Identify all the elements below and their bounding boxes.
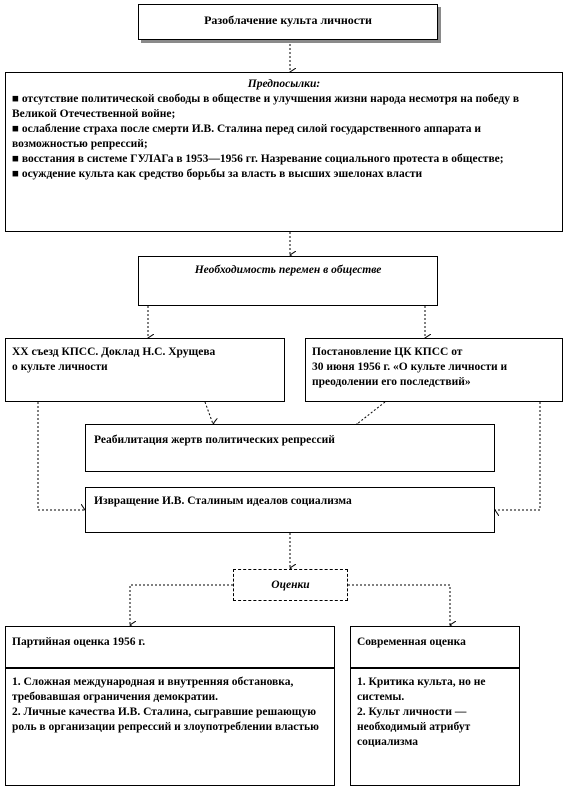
prerequisite-item: ■ отсутствие политической свободы в обществе и улучшения жизни народа несмотря на победу в Великой Отечественной войне; xyxy=(12,93,520,120)
title-text: Разоблачение культа личности xyxy=(204,13,372,27)
modern-heading: Современная оценка xyxy=(357,636,466,648)
arrow-congress-to-distortion xyxy=(38,402,85,510)
prerequisites-box xyxy=(5,72,563,232)
party-heading-box xyxy=(5,626,335,668)
distortion-text: Извращение И.В. Сталиным идеалов социализма xyxy=(94,495,352,507)
prerequisite-item: ■ ослабление страха после смерти И.В. Сталина перед силой государственного аппарата и возможностью репрессий; xyxy=(12,123,482,150)
congress-box xyxy=(5,338,285,402)
rehabilitation-box xyxy=(85,424,495,472)
assessments-text: Оценки xyxy=(271,579,310,591)
party-point: 2. Личные качества И.В. Сталина, сыгравшие решающую роль в организации репрессий и злоупотреблении властью xyxy=(12,706,319,733)
arrow-assessments-to-modern xyxy=(348,585,450,625)
rehabilitation-text: Реабилитация жертв политических репрессий xyxy=(94,434,335,446)
arrow-resolution-to-distortion xyxy=(495,402,540,510)
distortion-box xyxy=(85,487,495,533)
resolution-line: преодолении его последствий» xyxy=(312,376,471,388)
modern-point: 1. Критика культа, но не системы. xyxy=(357,676,486,703)
arrow-assessments-to-party xyxy=(130,585,233,625)
party-heading: Партийная оценка 1956 г. xyxy=(12,636,146,648)
party-point: 1. Сложная международная и внутренняя обстановка, требовавшая ограничения демократии. xyxy=(12,676,294,703)
resolution-box xyxy=(305,338,563,402)
congress-line: о культе личности xyxy=(12,361,108,373)
title-box xyxy=(138,4,438,40)
modern-heading-box xyxy=(350,626,520,668)
party-points-box xyxy=(5,668,335,786)
modern-point: 2. Культ личности — необходимый атрибут социализма xyxy=(357,706,471,748)
necessity-text: Необходимость перемен в обществе xyxy=(194,264,382,276)
modern-points-box xyxy=(350,668,520,786)
arrow-resolution-to-rehabilitation xyxy=(357,402,385,424)
prerequisites-heading: Предпосылки: xyxy=(247,78,321,90)
arrow-congress-to-rehabilitation xyxy=(205,402,213,424)
prerequisite-item: ■ восстания в системе ГУЛАГа в 1953—1956 гг. Назревание социального протеста в обществе; xyxy=(12,153,504,165)
resolution-line: 30 июня 1956 г. «О культе личности и xyxy=(312,361,508,373)
resolution-line: Постановление ЦК КПСС от xyxy=(312,346,463,358)
prerequisite-item: ■ осуждение культа как средство борьбы за власть в высших эшелонах власти xyxy=(12,168,423,180)
necessity-box xyxy=(138,256,438,306)
assessments-box xyxy=(233,569,348,601)
congress-line: XX съезд КПСС. Доклад Н.С. Хрущева xyxy=(12,346,216,358)
